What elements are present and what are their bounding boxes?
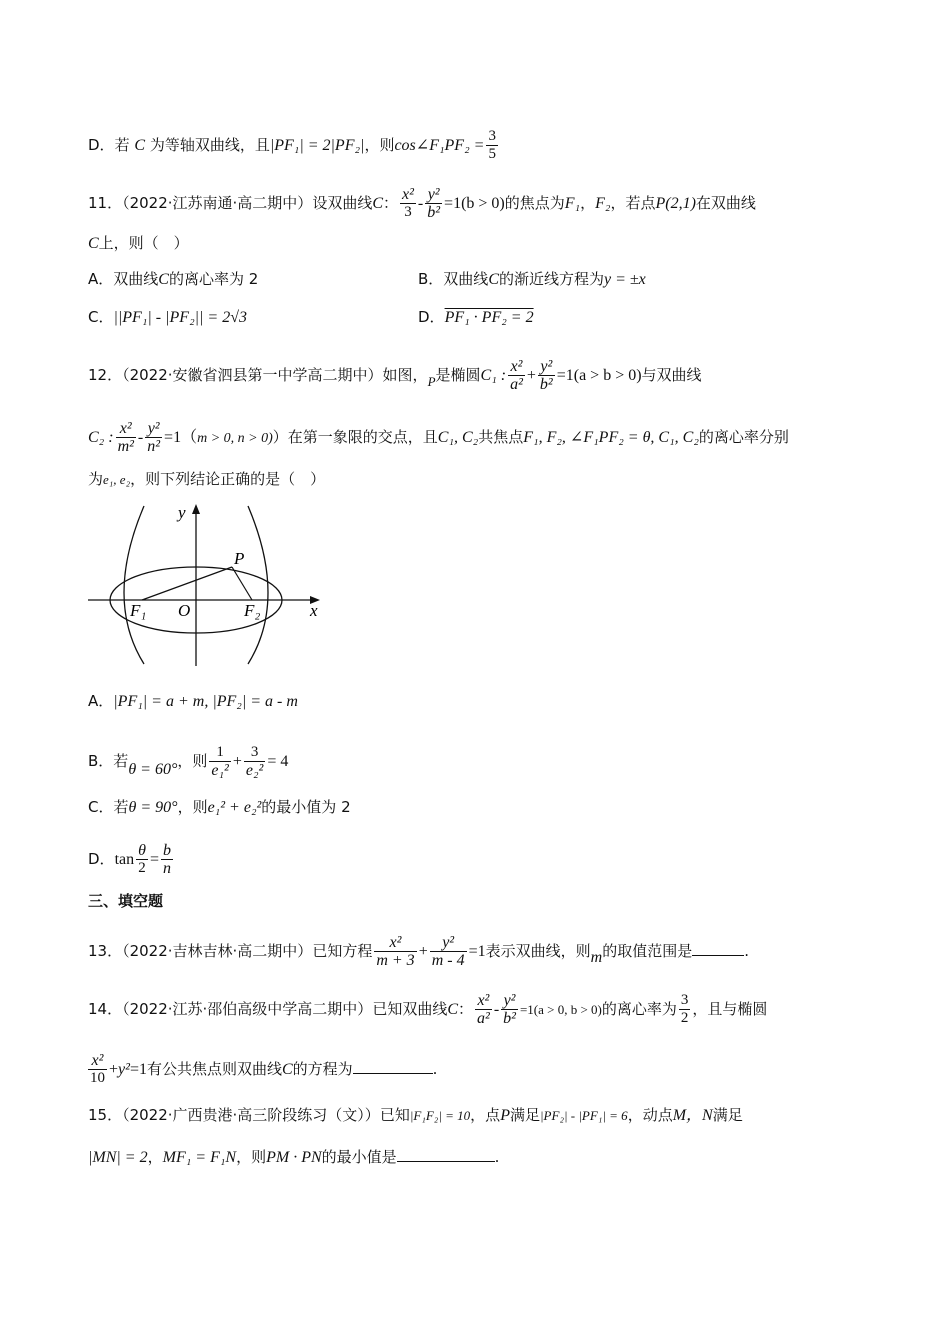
q15-stem-line2: |MN| = 2，MF₁ = F₁N，则PM · PN的最小值是 . — [88, 1148, 500, 1166]
q13-stem: 13．（2022·吉林吉林·高二期中）已知方程 $\frac{\text{x²}}{m + 3}$ + $\frac{\text{y²}}{m - 4}$ =1表示双曲线，则m的取值范围是 . — [88, 934, 750, 969]
q14-answer-blank[interactable] — [353, 1072, 433, 1074]
q12-option-c: C．若θ = 90°，则e₁² + e₂²的最小值为 2 — [88, 798, 351, 816]
q12-stem-line3: 为e₁, e₂，则下列结论正确的是（ ） — [88, 470, 326, 488]
q14-stem-line2: $\frac{\text{x²}}{10}$ +y²=1有公共焦点则双曲线C的方程为 . — [90, 1052, 438, 1086]
q12-option-a: A．|PF₁| = a + m, |PF₂| = a - m — [88, 692, 298, 710]
q10-option-d: D．若 C 为等轴双曲线，且|PF₁| = 2|PF₂|，则cos∠F₁PF₂ = $\frac{3}{5}$ — [88, 128, 496, 162]
label-f2: F₂ — [244, 601, 261, 620]
hyperbola-left-branch — [124, 506, 147, 664]
segment-pf1 — [142, 567, 232, 600]
q14-stem-line1: 14．（2022·江苏·邵伯高级中学高二期中）已知双曲线C： $\frac{\text{x²}}{\text{a²}}$ - $\frac{\text{y²}}{\text{b²}}$ =1(a > 0, b > 0)的离心率为 $\frac{3}{2}$ ，且与椭圆 — [88, 992, 768, 1027]
label-y: y — [178, 503, 186, 522]
q11-option-a: A．双曲线C的离心率为 2 — [88, 270, 259, 288]
q12-figure — [84, 500, 334, 670]
q12-option-b: B．若θ = 60°，则 $\frac{1}{\text{e₁²}}$ + $\frac{3}{\text{e₂²}}$ = 4 — [88, 744, 289, 779]
q11-stem-line2: C上，则（ ） — [88, 234, 189, 252]
q15-answer-blank[interactable] — [397, 1160, 495, 1162]
label-f1: F₁ — [130, 601, 147, 620]
label-x: x — [310, 601, 318, 620]
label-p: P — [234, 549, 245, 568]
section-title-fill-in: 三、填空题 — [88, 892, 164, 910]
y-axis-arrow — [192, 504, 200, 514]
q11-option-b: B．双曲线C的渐近线方程为y = ±x — [418, 270, 646, 288]
q11-option-c: C．||PF₁| - |PF₂|| = 2√3 — [88, 308, 247, 326]
q13-answer-blank[interactable] — [692, 954, 744, 956]
q11-stem-line1: 11．（2022·江苏南通·高二期中）设双曲线C： $\frac{\text{x²}}{3}$ - $\frac{\text{y²}}{\text{b²}}$ =1(b > 0)的焦点为F₁，F₂，若点P(2,1)在双曲线 — [88, 186, 756, 221]
q15-stem-line1: 15．（2022·广西贵港·高三阶段练习（文））已知|F₁F₂| = 10，点P满足|PF₂| - |PF₁| = 6，动点M，N满足 — [88, 1106, 743, 1124]
q11-option-d: D．PF₁ · PF₂ = 2 — [418, 308, 534, 326]
hyperbola-right-branch — [248, 506, 268, 664]
label-o: O — [178, 601, 191, 620]
q12-option-d: D．tan $\frac{\theta}{2}$ = $\frac{b}{n}$ — [88, 842, 171, 877]
q12-stem-line1: 12．（2022·安徽省泗县第一中学高二期中）如图，P是椭圆C₁ : $\frac{\text{x²}}{\text{a²}}$ + $\frac{\text{y²}}{\text{b²}}$ =1(a > b > 0)与双曲线 — [88, 358, 702, 393]
q12-stem-line2: C₂ : $\frac{\text{x²}}{\text{m²}}$ - $\frac{\text{y²}}{\text{n²}}$ =1（m > 0, n > 0)）在第一象限的交点，且C₁, C₂共焦点F₁, F₂, ∠F₁PF₂ = θ, C₁, C₂的离心率分别 — [88, 420, 789, 455]
